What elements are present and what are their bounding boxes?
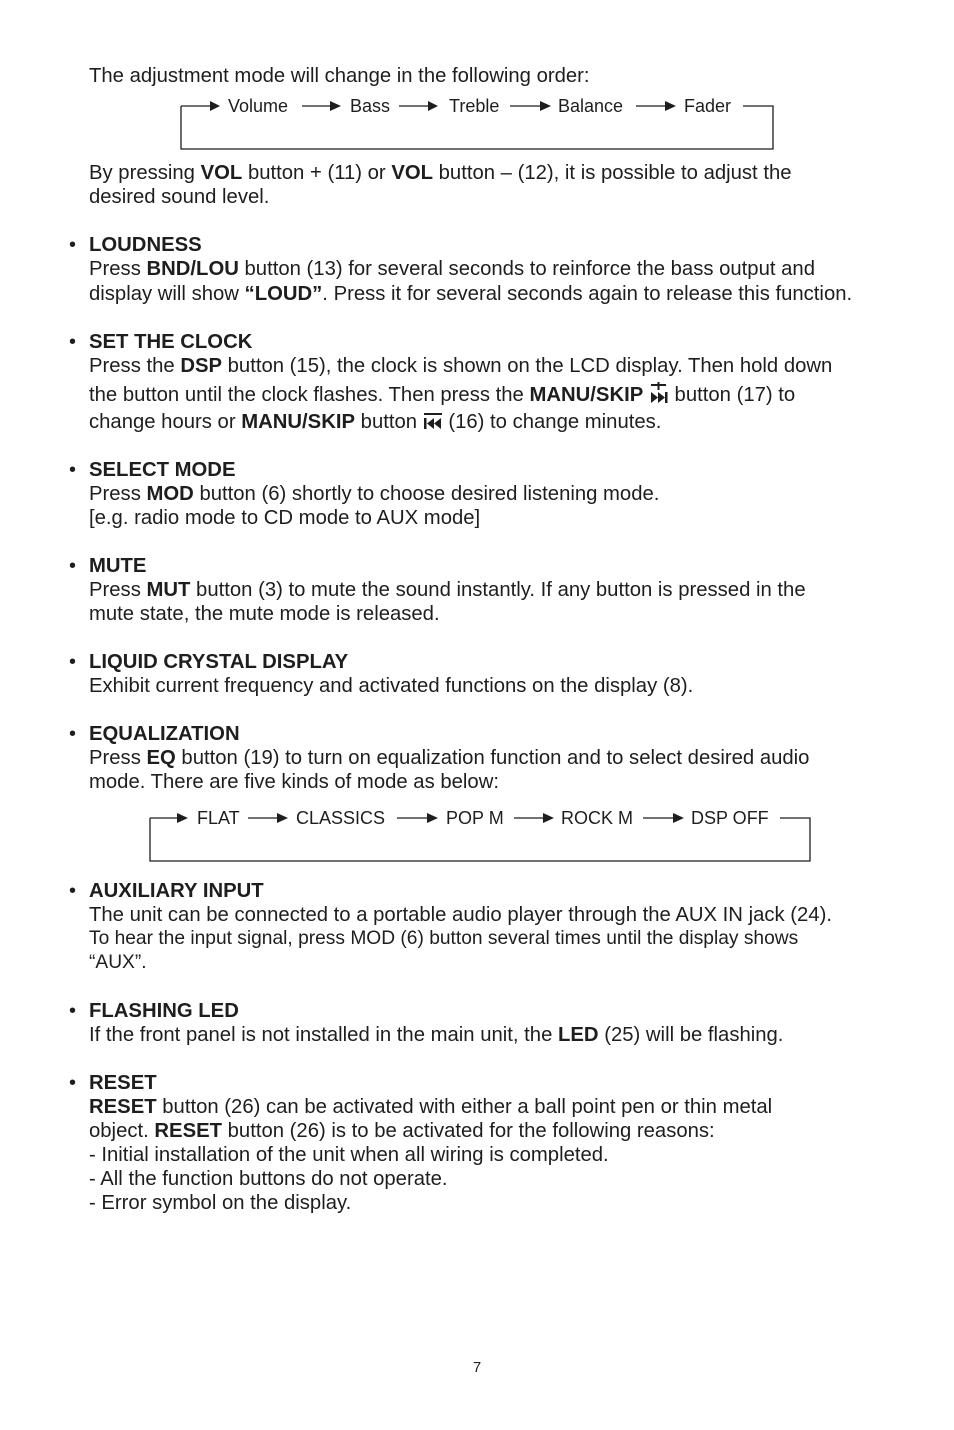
bullet: • bbox=[69, 555, 77, 577]
reset-reason-2: - All the function buttons do not operate. bbox=[89, 1168, 448, 1190]
reset-reason-1: - Initial installation of the unit when all wiring is completed. bbox=[89, 1144, 609, 1166]
reset-reason-3: - Error symbol on the display. bbox=[89, 1192, 352, 1214]
lcd-heading: LIQUID CRYSTAL DISPLAY bbox=[89, 651, 349, 673]
bullet: • bbox=[69, 234, 77, 256]
bullet: • bbox=[69, 880, 77, 902]
aux-line-2: To hear the input signal, press MOD (6) button several times until the display shows bbox=[89, 928, 799, 949]
aux-line-1: The unit can be connected to a portable audio player through the AUX IN jack (24). bbox=[89, 904, 832, 926]
vol-line-1: By pressing VOL button + (11) or VOL button – (12), it is possible to adjust the bbox=[89, 162, 792, 184]
eq-heading: EQUALIZATION bbox=[89, 723, 240, 745]
bullet: • bbox=[69, 1072, 77, 1094]
lcd-line-1: Exhibit current frequency and activated functions on the display (8). bbox=[89, 675, 694, 697]
clock-line-3: change hours or MANU/SKIP button (16) to change minutes. bbox=[89, 410, 661, 438]
led-line-1: If the front panel is not installed in the main unit, the LED (25) will be flashing. bbox=[89, 1024, 784, 1046]
aux-heading: AUXILIARY INPUT bbox=[89, 880, 264, 902]
mute-line-1: Press MUT button (3) to mute the sound instantly. If any button is pressed in the bbox=[89, 579, 806, 601]
mute-line-2: mute state, the mute mode is released. bbox=[89, 603, 440, 625]
flow-item-treble: Treble bbox=[449, 96, 500, 116]
loudness-line-2: display will show “LOUD”. Press it for several seconds again to release this function. bbox=[89, 283, 853, 305]
flow-item-fader: Fader bbox=[684, 96, 732, 116]
eq-item-dsp-off: DSP OFF bbox=[691, 808, 769, 828]
adjust-flow-diagram bbox=[180, 96, 774, 150]
loudness-heading: LOUDNESS bbox=[89, 234, 202, 256]
reset-line-2: object. RESET button (26) is to be activated for the following reasons: bbox=[89, 1120, 715, 1142]
page-number: 7 bbox=[472, 1359, 482, 1376]
mode-line-2: [e.g. radio mode to CD mode to AUX mode] bbox=[89, 507, 481, 529]
flow-item-bass: Bass bbox=[350, 96, 391, 116]
eq-line-2: mode. There are five kinds of mode as below: bbox=[89, 771, 499, 793]
clock-line-1: Press the DSP button (15), the clock is shown on the LCD display. Then hold down bbox=[89, 355, 833, 377]
reset-heading: RESET bbox=[89, 1072, 157, 1094]
mode-heading: SELECT MODE bbox=[89, 459, 236, 481]
led-heading: FLASHING LED bbox=[89, 1000, 239, 1022]
clock-line-2: the button until the clock flashes. Then press the MANU/SKIP button (17) to bbox=[89, 382, 795, 411]
bullet: • bbox=[69, 1000, 77, 1022]
mute-heading: MUTE bbox=[89, 555, 147, 577]
aux-line-3: “AUX”. bbox=[89, 952, 147, 973]
eq-item-classics: CLASSICS bbox=[296, 808, 386, 828]
mode-line-1: Press MOD button (6) shortly to choose desired listening mode. bbox=[89, 483, 660, 505]
eq-item-pop-m: POP M bbox=[446, 808, 504, 828]
eq-line-1: Press EQ button (19) to turn on equalization function and to select desired audio bbox=[89, 747, 810, 769]
skip-forward-icon bbox=[649, 382, 669, 411]
eq-flow-diagram bbox=[149, 808, 811, 862]
skip-back-icon bbox=[423, 411, 443, 438]
bullet: • bbox=[69, 651, 77, 673]
eq-item-flat: FLAT bbox=[197, 808, 240, 828]
flow-item-balance: Balance bbox=[558, 96, 624, 116]
bullet: • bbox=[69, 459, 77, 481]
clock-heading: SET THE CLOCK bbox=[89, 331, 253, 353]
bullet: • bbox=[69, 723, 77, 745]
reset-line-1: RESET button (26) can be activated with either a ball point pen or thin metal bbox=[89, 1096, 773, 1118]
intro-text: The adjustment mode will change in the following order: bbox=[89, 65, 590, 87]
flow-item-volume: Volume bbox=[228, 96, 289, 116]
eq-item-rock-m: ROCK M bbox=[561, 808, 633, 828]
vol-line-2: desired sound level. bbox=[89, 186, 270, 208]
bullet: • bbox=[69, 331, 77, 353]
loudness-line-1: Press BND/LOU button (13) for several seconds to reinforce the bass output and bbox=[89, 258, 815, 280]
